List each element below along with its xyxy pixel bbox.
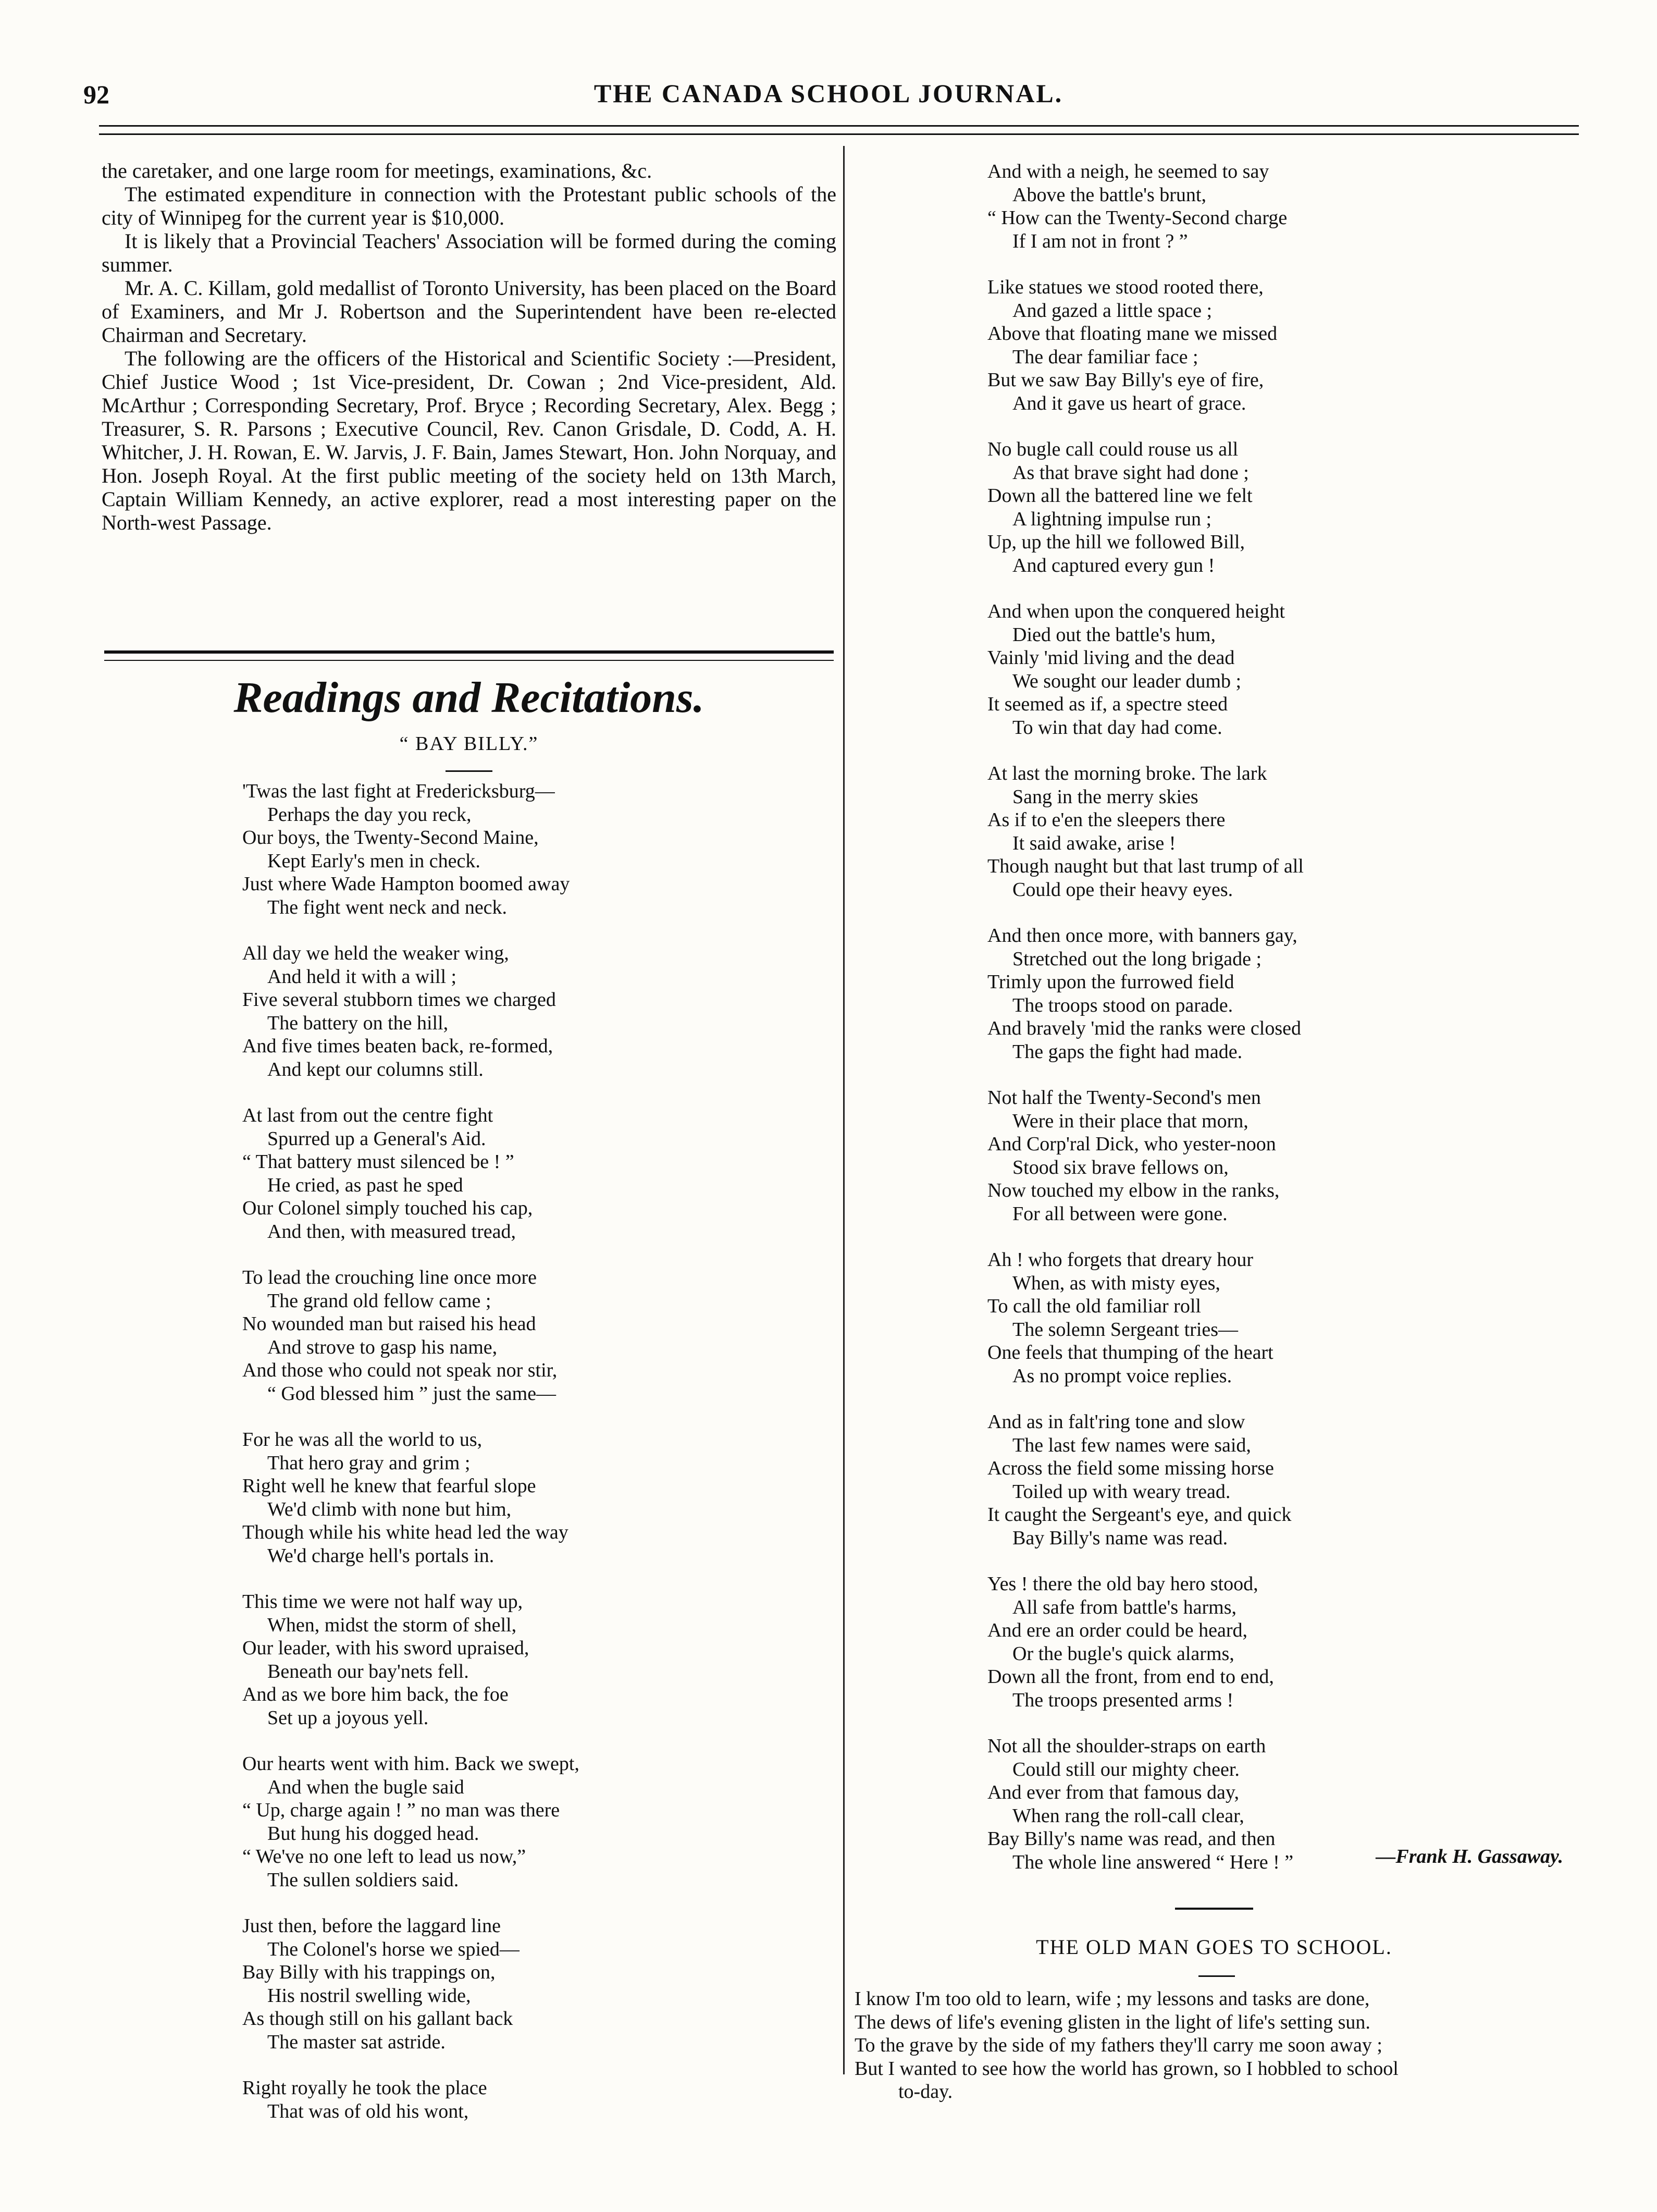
poem-line: Our leader, with his sword upraised, xyxy=(242,1637,529,1659)
poem-line: Right well he knew that fearful slope xyxy=(242,1475,536,1497)
poem-line: The Colonel's horse we spied— xyxy=(267,1938,520,1960)
poem-line: Vainly 'mid living and the dead xyxy=(987,647,1235,669)
poem-stanza xyxy=(987,1572,1566,1712)
poem-line: And when upon the conquered height xyxy=(987,600,1285,622)
poem-line: And it gave us heart of grace. xyxy=(1012,392,1246,414)
poem-line: He cried, as past he sped xyxy=(267,1174,463,1196)
poem-stanza xyxy=(987,276,1566,415)
paragraph: The following are the officers of the Historical and Scientific Society :—President, Chief Justice Wood ; 1st Vice-president, Dr. Cowan ; 2nd Vice-president, Ald. McArthur ; Corresponding Secretary, Prof. Bryce ; Recording Secretary, Alex. Begg ; Treasurer, S. R. Parsons ; Executive Council, Rev. Canon Grisdale, D. Codd, A. H. Whitcher, J. H. Rowan, E. W. Jarvis, J. F. Bain, James Stewart, Hon. John Norquay, and Hon. Joseph Royal. At the first public meeting of the society held on 13th March, Captain William Kennedy, an active explorer, read a most interesting paper on the North-west Passage. xyxy=(102,347,836,534)
poem-line: And ever from that famous day, xyxy=(987,1781,1239,1803)
poem-line: At last from out the centre fight xyxy=(242,1104,493,1126)
poem-line: And gazed a little space ; xyxy=(1012,299,1213,322)
poem-line: If I am not in front ? ” xyxy=(1012,230,1188,252)
poem-line: “ Up, charge again ! ” no man was there xyxy=(242,1799,560,1821)
poem-line: At last the morning broke. The lark xyxy=(987,763,1267,784)
poem-line: It seemed as if, a spectre steed xyxy=(987,693,1228,715)
intro-prose xyxy=(102,159,836,534)
poem-line: All safe from battle's harms, xyxy=(1012,1596,1237,1618)
short-divider xyxy=(1198,1975,1235,1977)
poem-line: For all between were gone. xyxy=(1012,1202,1228,1225)
poem-stanza xyxy=(242,1752,826,1891)
poem-line: Could still our mighty cheer. xyxy=(1012,1758,1240,1780)
poem-line: And then, with measured tread, xyxy=(267,1220,516,1243)
header-rule xyxy=(99,125,1579,127)
short-divider xyxy=(1175,1908,1253,1910)
poem-line: And strove to gasp his name, xyxy=(267,1336,498,1358)
poem-stanza xyxy=(987,1410,1566,1550)
poem-line: This time we were not half way up, xyxy=(242,1591,523,1613)
poem-line: Or the bugle's quick alarms, xyxy=(1012,1642,1234,1665)
poem-stanza xyxy=(242,1914,826,2054)
poem-stanza xyxy=(242,1104,826,1243)
poem-stanza xyxy=(987,600,1566,739)
poem-line: That was of old his wont, xyxy=(267,2100,469,2122)
poem-line: Beneath our bay'nets fell. xyxy=(267,1660,469,1682)
poem-line: No wounded man but raised his head xyxy=(242,1313,536,1335)
poem-line: Our hearts went with him. Back we swept, xyxy=(242,1753,579,1775)
poem-line: Bay Billy's name was read, and then xyxy=(987,1828,1276,1850)
paragraph: The estimated expenditure in connection with the Protestant public schools of the city of Winnipeg for the current year is $10,000. xyxy=(102,182,836,229)
poem-line: Though naught but that last trump of all xyxy=(987,855,1304,877)
poem-line: Not all the shoulder-straps on earth xyxy=(987,1735,1266,1757)
poem-line: “ How can the Twenty-Second charge xyxy=(987,207,1288,229)
poem-line: Though while his white head led the way xyxy=(242,1521,568,1543)
next-poem-body xyxy=(855,1987,1615,2104)
poem-line: The last few names were said, xyxy=(1012,1434,1251,1456)
poem-line: Not half the Twenty-Second's men xyxy=(987,1087,1261,1109)
poem-line: But I wanted to see how the world has grown, so I hobbled to school xyxy=(855,2057,1399,2080)
poem-line: Were in their place that morn, xyxy=(1012,1110,1248,1132)
poem-line: Our Colonel simply touched his cap, xyxy=(242,1197,533,1219)
poem-line: A lightning impulse run ; xyxy=(1012,508,1212,530)
poem-line: To call the old familiar roll xyxy=(987,1295,1201,1317)
poem-line: It said awake, arise ! xyxy=(1012,832,1176,854)
poem-stanza xyxy=(987,438,1566,577)
poem-line: Could ope their heavy eyes. xyxy=(1012,878,1233,901)
poem-line: “ God blessed him ” just the same— xyxy=(267,1382,557,1405)
poem-line: And Corp'ral Dick, who yester-noon xyxy=(987,1133,1276,1155)
poem-left-column xyxy=(242,780,826,2146)
poem-line: Perhaps the day you reck, xyxy=(267,803,472,826)
poem-line: And those who could not speak nor stir, xyxy=(242,1359,558,1381)
poem-line: Set up a joyous yell. xyxy=(267,1706,429,1729)
poem-line: And kept our columns still. xyxy=(267,1058,484,1080)
poem-line: But we saw Bay Billy's eye of fire, xyxy=(987,369,1264,391)
poem-line: We'd charge hell's portals in. xyxy=(267,1544,494,1567)
poem-line: Above that floating mane we missed xyxy=(987,323,1278,345)
poem-line: Down all the battered line we felt xyxy=(987,485,1253,507)
poem-line: Just then, before the laggard line xyxy=(242,1915,501,1937)
poem-line: Stood six brave fellows on, xyxy=(1012,1156,1229,1178)
poem-line: The sullen soldiers said. xyxy=(267,1869,459,1891)
poem-stanza xyxy=(242,780,826,919)
poem-line: And captured every gun ! xyxy=(1012,554,1215,576)
poem-line: As if to e'en the sleepers there xyxy=(987,809,1226,831)
poem-line: 'Twas the last fight at Fredericksburg— xyxy=(242,780,555,802)
poem-line: The solemn Sergeant tries— xyxy=(1012,1318,1239,1341)
poem-right-column xyxy=(987,160,1566,1897)
poem-title: “ BAY BILLY.” xyxy=(399,733,539,755)
poem-stanza xyxy=(987,160,1566,253)
poem-line: Kept Early's men in check. xyxy=(267,850,480,872)
poem-line: Above the battle's brunt, xyxy=(1012,183,1206,206)
poem-line: And when the bugle said xyxy=(267,1776,464,1798)
poem-line: The gaps the fight had made. xyxy=(1012,1040,1243,1063)
poem-stanza xyxy=(242,942,826,1081)
poem-line: Spurred up a General's Aid. xyxy=(267,1127,486,1150)
poem-line: Up, up the hill we followed Bill, xyxy=(987,531,1245,553)
poem-line: And with a neigh, he seemed to say xyxy=(987,161,1269,182)
short-divider xyxy=(446,770,492,772)
section-title: Readings and Recitations. xyxy=(233,673,704,722)
poem-line: Bay Billy's name was read. xyxy=(1012,1527,1228,1549)
poem-line: To win that day had come. xyxy=(1012,716,1222,739)
poem-line: Five several stubborn times we charged xyxy=(242,989,556,1011)
paragraph: the caretaker, and one large room for meetings, examinations, &c. xyxy=(102,159,652,182)
poem-line: No bugle call could rouse us all xyxy=(987,438,1239,460)
poem-stanza xyxy=(987,762,1566,901)
poem-line: The dews of life's evening glisten in the light of life's setting sun. xyxy=(855,2011,1370,2033)
running-title: THE CANADA SCHOOL JOURNAL. xyxy=(593,79,1064,108)
poem-stanza xyxy=(242,1266,826,1405)
poem-line: Like statues we stood rooted there, xyxy=(987,276,1264,298)
poem-line: But hung his dogged head. xyxy=(267,1822,479,1845)
poem-stanza xyxy=(987,1086,1566,1225)
poem-line: To the grave by the side of my fathers they'll carry me soon away ; xyxy=(855,2034,1382,2056)
poem-line: As that brave sight had done ; xyxy=(1012,461,1249,484)
poem-attribution: —Frank H. Gassaway. xyxy=(1376,1846,1563,1867)
poem-line: Just where Wade Hampton boomed away xyxy=(242,873,570,895)
poem-line: We'd climb with none but him, xyxy=(267,1498,512,1520)
poem-line: The whole line answered “ Here ! ” xyxy=(1012,1851,1294,1873)
poem-line: Ah ! who forgets that dreary hour xyxy=(987,1249,1254,1271)
poem-line: When rang the roll-call clear, xyxy=(1012,1804,1244,1827)
poem-line: As though still on his gallant back xyxy=(242,2008,513,2030)
poem-line: Trimly upon the furrowed field xyxy=(987,971,1234,993)
poem-line: I know I'm too old to learn, wife ; my lessons and tasks are done, xyxy=(855,1988,1370,2010)
poem-line: And five times beaten back, re-formed, xyxy=(242,1035,553,1057)
poem-line: Sang in the merry skies xyxy=(1012,785,1198,808)
poem-line: And held it with a will ; xyxy=(267,965,457,988)
poem-line: That hero gray and grim ; xyxy=(267,1452,471,1474)
poem-line: And ere an order could be heard, xyxy=(987,1619,1248,1641)
poem-line: When, as with misty eyes, xyxy=(1012,1272,1220,1294)
poem-line: One feels that thumping of the heart xyxy=(987,1342,1273,1363)
paragraph: It is likely that a Provincial Teachers' Association will be formed during the coming summer. xyxy=(102,229,836,276)
poem-line: Bay Billy with his trappings on, xyxy=(242,1961,496,1983)
poem-line: Now touched my elbow in the ranks, xyxy=(987,1179,1280,1201)
poem-line: The dear familiar face ; xyxy=(1012,346,1198,368)
poem-line: Stretched out the long brigade ; xyxy=(1012,948,1262,970)
poem-line: to-day. xyxy=(898,2081,953,2103)
poem-line: Toiled up with weary tread. xyxy=(1012,1480,1231,1503)
poem-line: Yes ! there the old bay hero stood, xyxy=(987,1573,1258,1595)
poem-line: His nostril swelling wide, xyxy=(267,1984,471,2007)
poem-line: It caught the Sergeant's eye, and quick xyxy=(987,1504,1292,1526)
poem-stanza xyxy=(242,2076,826,2123)
poem-line: And as we bore him back, the foe xyxy=(242,1683,509,1705)
section-rule xyxy=(104,660,834,661)
next-poem-title: THE OLD MAN GOES TO SCHOOL. xyxy=(1036,1935,1392,1959)
column-divider xyxy=(843,146,845,2074)
poem-line: And bravely 'mid the ranks were closed xyxy=(987,1017,1301,1039)
poem-stanza xyxy=(242,1428,826,1567)
poem-line: “ That battery must silenced be ! ” xyxy=(242,1151,514,1173)
poem-line: The troops stood on parade. xyxy=(1012,994,1233,1016)
poem-line: We sought our leader dumb ; xyxy=(1012,670,1242,692)
poem-line: And then once more, with banners gay, xyxy=(987,925,1297,947)
poem-line: All day we held the weaker wing, xyxy=(242,942,509,964)
poem-line: And as in falt'ring tone and slow xyxy=(987,1411,1245,1433)
poem-line: “ We've no one left to lead us now,” xyxy=(242,1846,526,1867)
poem-line: As no prompt voice replies. xyxy=(1012,1365,1232,1387)
poem-line: Died out the battle's hum, xyxy=(1012,623,1216,646)
poem-line: When, midst the storm of shell, xyxy=(267,1614,517,1636)
poem-line: The fight went neck and neck. xyxy=(267,896,508,918)
page-number: 92 xyxy=(83,80,109,109)
poem-line: Our boys, the Twenty-Second Maine, xyxy=(242,827,539,849)
paragraph: Mr. A. C. Killam, gold medallist of Toronto University, has been placed on the Board of Examiners, and Mr J. Robertson and the Superintendent have been re-elected Chairman and Secretary. xyxy=(102,276,836,347)
poem-line: The master sat astride. xyxy=(267,2031,446,2053)
poem-line: Right royally he took the place xyxy=(242,2077,487,2099)
poem-line: The troops presented arms ! xyxy=(1012,1689,1234,1711)
poem-stanza xyxy=(987,1248,1566,1387)
poem-line: Down all the front, from end to end, xyxy=(987,1666,1274,1688)
poem-stanza xyxy=(987,924,1566,1063)
poem-stanza xyxy=(242,1590,826,1729)
section-rule xyxy=(104,650,834,654)
poem-line: The battery on the hill, xyxy=(267,1012,449,1034)
header-rule xyxy=(99,133,1579,135)
poem-line: To lead the crouching line once more xyxy=(242,1267,537,1288)
poem-line: For he was all the world to us, xyxy=(242,1429,483,1451)
poem-line: Across the field some missing horse xyxy=(987,1457,1274,1479)
poem-line: The grand old fellow came ; xyxy=(267,1289,491,1312)
